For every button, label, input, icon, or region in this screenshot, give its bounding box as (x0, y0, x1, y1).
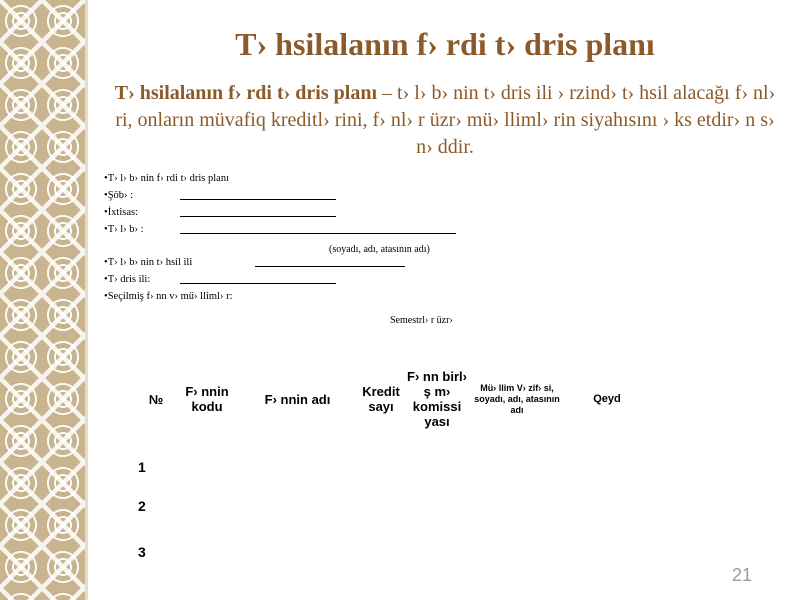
field-label-department: Şöb› : (107, 189, 134, 201)
header-teacher: Mü› llim V› zif› si, soyadı, adı, atasının adı (474, 382, 560, 415)
table-row (138, 529, 647, 575)
slide-subtitle (105, 80, 785, 161)
plan-form (104, 171, 704, 306)
subtitle-term: T› hsilalanın f› rdi t› dris planı (114, 82, 378, 104)
student-name-note: (soyadı, adı, atasının adı) (329, 244, 430, 255)
header-credit: Kredit sayı (362, 384, 400, 414)
semester-label: Semestrl› r üzr› (390, 315, 453, 326)
blank-line-department[interactable] (180, 188, 336, 200)
blank-line-teaching-year[interactable] (180, 272, 336, 284)
field-label-student: T› l› b› : (107, 223, 144, 235)
blank-line-student[interactable] (180, 222, 456, 234)
field-label-specialty: İxtisas: (107, 206, 139, 218)
row-number: 1 (138, 459, 146, 475)
header-committee: F› nn birl› ş m› komissi yası (407, 369, 467, 429)
form-field-teaching-year (104, 272, 704, 289)
page-number: 21 (731, 565, 752, 585)
field-label-teachers: Seçilmiş f› nn v› mü› lliml› r: (107, 291, 233, 303)
form-field-department (104, 188, 704, 205)
row-number: 2 (138, 498, 146, 514)
header-note: Qeyd (593, 393, 621, 405)
header-number: № (148, 391, 164, 407)
header-course-code: F› nnin kodu (185, 384, 229, 414)
field-label-teaching-year: T› dris ili: (107, 274, 151, 286)
table-row (138, 451, 647, 483)
table-header-row (138, 347, 647, 451)
field-label-study-year: T› l› b› nin t› hsil ili (107, 257, 193, 269)
subtitle-definition: – t› l› b› nin t› dris ili › rzind› t› hsil alacağı f› nl› ri, onların müvafiq kreditl› rini, f› nl› r üzr› mü› lliml› rin siyahısını › ks etdir› n s› n› ddir. (115, 82, 776, 158)
form-field-student (104, 222, 704, 239)
strip-border (85, 0, 88, 600)
blank-line-specialty[interactable] (180, 205, 336, 217)
form-field-specialty (104, 205, 704, 222)
form-note-row (104, 239, 704, 256)
row-number: 3 (138, 544, 146, 560)
plan-table (138, 347, 647, 575)
header-course-name: F› nnin adı (264, 391, 331, 407)
form-heading-row (104, 171, 704, 188)
table-row (138, 483, 647, 529)
decorative-ornament-strip (0, 0, 85, 600)
form-field-teachers (104, 289, 704, 306)
slide-title: T› hsilalanın f› rdi t› dris planı (235, 26, 655, 62)
form-heading: T› l› b› nin f› rdi t› dris planı (107, 173, 229, 184)
